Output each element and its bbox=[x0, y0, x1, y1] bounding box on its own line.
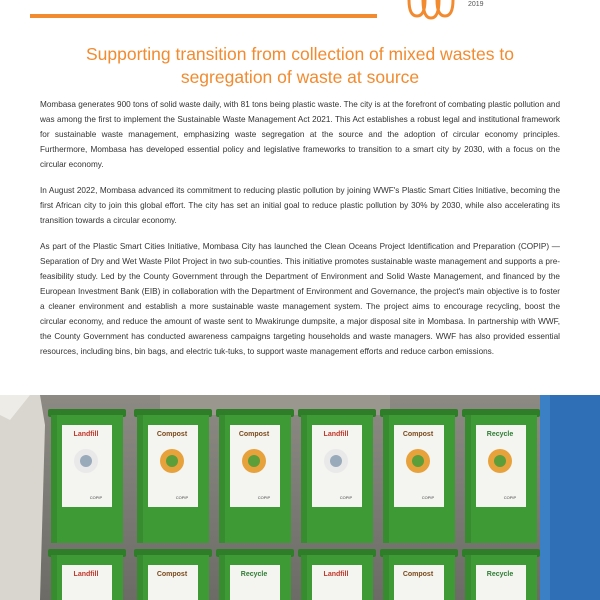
top-bin-2 bbox=[134, 409, 212, 543]
top-bin-sticker: COPIP bbox=[421, 495, 435, 500]
top-bin-3 bbox=[216, 409, 294, 543]
top-bin-sticker: COPIP bbox=[339, 495, 353, 500]
bottom-bin-label: Compost bbox=[402, 571, 434, 578]
top-bin-label: Recycle bbox=[486, 431, 514, 438]
bottom-bin-label: Recycle bbox=[486, 571, 514, 578]
top-bin-label: Landfill bbox=[73, 431, 99, 438]
publication-year: 2019 bbox=[468, 1, 484, 8]
top-bin-4 bbox=[298, 409, 376, 543]
header-accent-bar bbox=[30, 14, 377, 18]
bottom-bin-label: Landfill bbox=[73, 571, 99, 578]
top-bin-1 bbox=[48, 409, 126, 543]
top-bin-sticker: COPIP bbox=[503, 495, 517, 500]
bottom-bin-4 bbox=[298, 549, 376, 600]
top-bin-label: Landfill bbox=[323, 431, 349, 438]
top-bin-label: Compost bbox=[402, 431, 434, 438]
paragraph-1: Mombasa generates 900 tons of solid waste daily, with 81 tons being plastic waste. The city is at the forefront of combating plastic pollution and was among the first to implement the Sustainable Waste Management Act 2021. This Act establishes a robust legal and institutional framework for sustainable waste management, emphasizing waste segregation at the source and the adoption of circular economy principles. Furthermore, Mombasa has developed essential policy and legislative frameworks to transition to a smart city by 2030, with a focus on the circular economy. bbox=[40, 100, 560, 169]
bottom-bin-label: Recycle bbox=[240, 571, 268, 578]
city-logo-icon bbox=[405, 0, 457, 20]
article-body bbox=[40, 97, 560, 370]
bottom-bin-1 bbox=[48, 549, 126, 600]
waste-bins-photo bbox=[0, 395, 600, 600]
top-bin-sticker: COPIP bbox=[257, 495, 271, 500]
bottom-bin-5 bbox=[380, 549, 458, 600]
top-bin-label: Compost bbox=[156, 431, 188, 438]
top-bin-sticker: COPIP bbox=[175, 495, 189, 500]
bottom-bin-6 bbox=[462, 549, 540, 600]
bottom-bin-2 bbox=[134, 549, 212, 600]
top-bin-sticker: COPIP bbox=[89, 495, 103, 500]
top-bin-6 bbox=[462, 409, 540, 543]
paragraph-2: In August 2022, Mombasa advanced its commitment to reducing plastic pollution by joining WWF's Plastic Smart Cities Initiative, becoming the first African city to join this global effort. The city has set an initial goal to reduce plastic pollution by 30% by 2030, while also accelerating its transition towards a circular economy. bbox=[40, 186, 560, 225]
top-bin-label: Compost bbox=[238, 431, 270, 438]
page-title: Supporting transition from collection of mixed wastes to segregation of waste at source bbox=[86, 44, 514, 87]
bottom-bin-label: Compost bbox=[156, 571, 188, 578]
bottom-bin-label: Landfill bbox=[323, 571, 349, 578]
bottom-bin-3 bbox=[216, 549, 294, 600]
top-bin-5 bbox=[380, 409, 458, 543]
paragraph-3: As part of the Plastic Smart Cities Initiative, Mombasa City has launched the Clean Oceans Project Identification and Preparation (COPIP) — Separation of Dry and Wet Waste Pilot Project in two sub-counties. This initiative promotes sustainable waste management and supports a pre-feasibility study. Led by the County Government through the Department of Environment and Solid Waste Management, and financed by the European Investment Bank (EIB) in collaboration with the Department of Environment and Governance, the project's main objective is to foster a cleaner environment and establish a more sustainable waste management system. The project aims to encourage recycling, boost the circular economy, and reduce the amount of waste sent to Mwakirunge dumpsite, a major disposal site in Mombasa. In partnership with WWF, the County Government has conducted awareness campaigns targeting households and waste managers. WWF has also provided essential resources, including bins, bin bags, and electric tuk-tuks, to support waste management efforts and reduce carbon emissions. bbox=[40, 242, 560, 356]
